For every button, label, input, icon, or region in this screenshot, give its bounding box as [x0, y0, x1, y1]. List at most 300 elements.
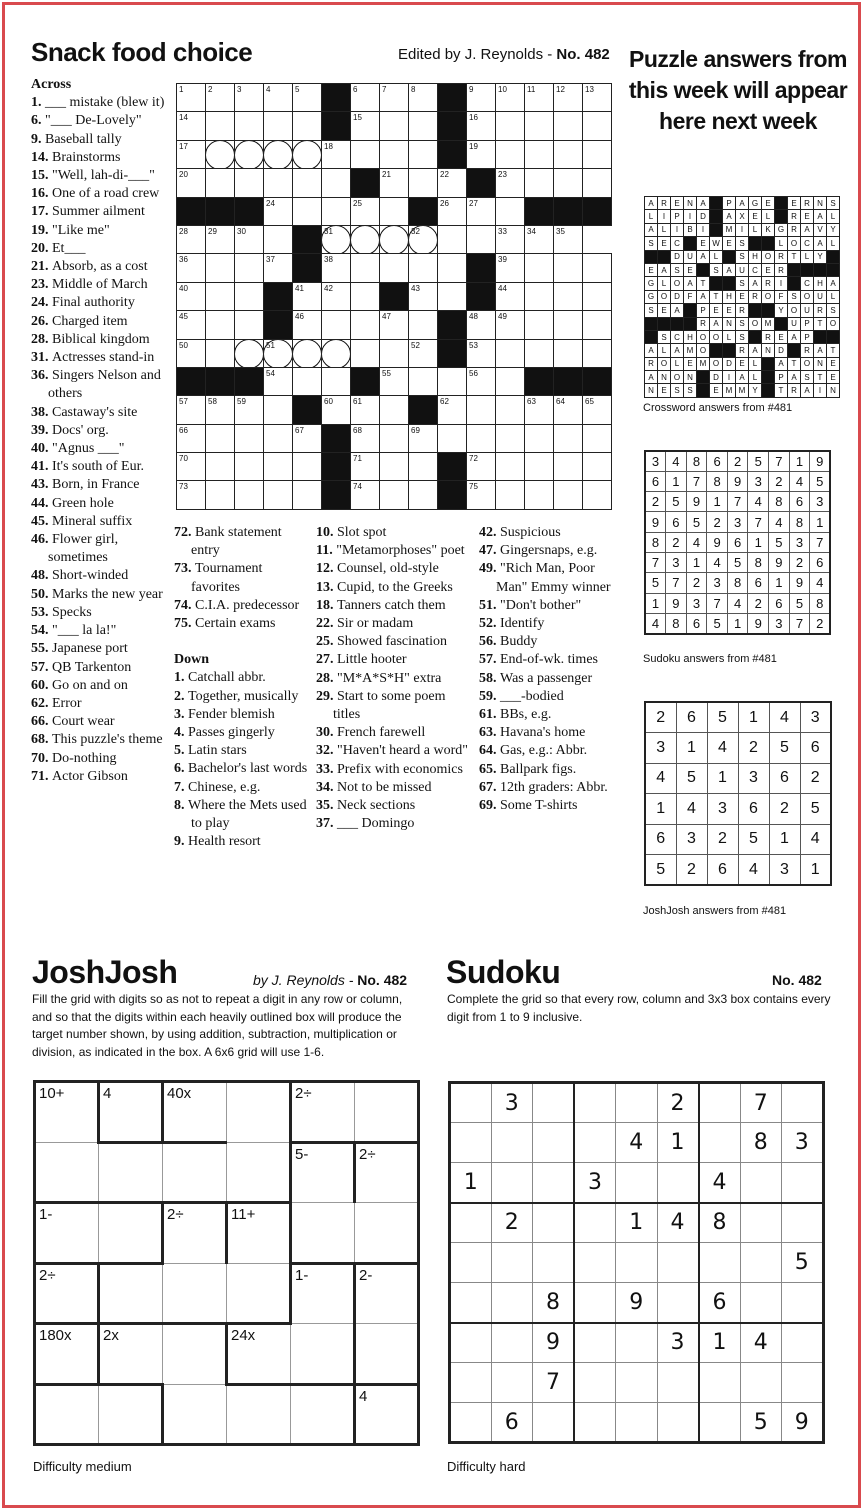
crossword-cell[interactable] — [380, 197, 409, 225]
sudoku-cell[interactable] — [657, 1363, 699, 1403]
crossword-cell[interactable] — [380, 254, 409, 282]
crossword-cell[interactable] — [467, 367, 496, 395]
crossword-cell[interactable] — [264, 254, 293, 282]
sudoku-cell[interactable] — [657, 1243, 699, 1283]
joshjosh-cell[interactable] — [227, 1263, 291, 1324]
crossword-cell[interactable] — [206, 396, 235, 424]
crossword-cell[interactable] — [264, 225, 293, 253]
sudoku-cell[interactable] — [740, 1243, 782, 1283]
crossword-cell[interactable] — [438, 367, 467, 395]
joshjosh-cell[interactable] — [163, 1384, 227, 1445]
joshjosh-cell[interactable] — [355, 1082, 419, 1143]
sudoku-cell[interactable]: 9 — [782, 1403, 824, 1443]
sudoku-cell[interactable]: 2 — [657, 1083, 699, 1123]
sudoku-cell[interactable] — [533, 1403, 575, 1443]
crossword-cell[interactable] — [293, 311, 322, 339]
joshjosh-cell[interactable] — [99, 1263, 163, 1324]
crossword-cell[interactable] — [206, 140, 235, 168]
crossword-cell[interactable] — [409, 140, 438, 168]
crossword-cell[interactable] — [322, 282, 351, 310]
crossword-cell[interactable] — [351, 254, 380, 282]
crossword-cell[interactable] — [467, 112, 496, 140]
joshjosh-cell[interactable] — [227, 1324, 291, 1385]
crossword-cell[interactable] — [322, 396, 351, 424]
sudoku-cell[interactable]: 3 — [491, 1083, 533, 1123]
crossword-cell[interactable] — [206, 311, 235, 339]
crossword-cell[interactable] — [496, 112, 525, 140]
sudoku-cell[interactable] — [450, 1283, 492, 1323]
crossword-cell[interactable] — [438, 225, 467, 253]
sudoku-cell[interactable] — [699, 1403, 741, 1443]
sudoku-cell[interactable]: 4 — [657, 1203, 699, 1243]
crossword-cell[interactable] — [322, 367, 351, 395]
crossword-cell[interactable] — [206, 84, 235, 112]
joshjosh-cell[interactable] — [163, 1203, 227, 1264]
crossword-cell[interactable] — [467, 84, 496, 112]
crossword-cell[interactable] — [235, 140, 264, 168]
crossword-cell[interactable] — [206, 424, 235, 452]
sudoku-cell[interactable]: 5 — [782, 1243, 824, 1283]
crossword-cell[interactable] — [583, 282, 612, 310]
sudoku-cell[interactable] — [450, 1203, 492, 1243]
joshjosh-cell[interactable] — [163, 1324, 227, 1385]
joshjosh-cell[interactable] — [35, 1142, 99, 1203]
crossword-cell[interactable] — [525, 84, 554, 112]
crossword-cell[interactable] — [177, 453, 206, 481]
sudoku-cell[interactable] — [616, 1403, 658, 1443]
crossword-cell[interactable] — [177, 140, 206, 168]
sudoku-cell[interactable]: 1 — [699, 1323, 741, 1363]
crossword-cell[interactable] — [496, 339, 525, 367]
sudoku-cell[interactable] — [450, 1323, 492, 1363]
sudoku-cell[interactable] — [699, 1363, 741, 1403]
crossword-cell[interactable] — [554, 424, 583, 452]
crossword-cell[interactable] — [409, 424, 438, 452]
crossword-cell[interactable] — [206, 339, 235, 367]
crossword-cell[interactable] — [496, 197, 525, 225]
crossword-cell[interactable] — [264, 112, 293, 140]
crossword-cell[interactable] — [496, 396, 525, 424]
sudoku-cell[interactable] — [616, 1163, 658, 1203]
crossword-cell[interactable] — [293, 424, 322, 452]
crossword-cell[interactable] — [554, 282, 583, 310]
crossword-cell[interactable] — [554, 396, 583, 424]
sudoku-cell[interactable] — [699, 1123, 741, 1163]
crossword-cell[interactable] — [409, 225, 438, 253]
sudoku-cell[interactable] — [616, 1323, 658, 1363]
sudoku-cell[interactable] — [782, 1083, 824, 1123]
crossword-cell[interactable] — [235, 169, 264, 197]
crossword-cell[interactable] — [467, 424, 496, 452]
sudoku-cell[interactable] — [450, 1363, 492, 1403]
sudoku-cell[interactable] — [782, 1363, 824, 1403]
sudoku-cell[interactable] — [491, 1243, 533, 1283]
sudoku-cell[interactable] — [782, 1203, 824, 1243]
crossword-cell[interactable] — [525, 282, 554, 310]
crossword-cell[interactable] — [293, 453, 322, 481]
crossword-cell[interactable] — [467, 396, 496, 424]
crossword-cell[interactable] — [351, 225, 380, 253]
sudoku-cell[interactable] — [450, 1123, 492, 1163]
sudoku-cell[interactable]: 4 — [699, 1163, 741, 1203]
crossword-cell[interactable] — [409, 282, 438, 310]
sudoku-cell[interactable]: 8 — [740, 1123, 782, 1163]
crossword-cell[interactable] — [206, 481, 235, 509]
crossword-cell[interactable] — [293, 112, 322, 140]
crossword-cell[interactable] — [525, 112, 554, 140]
joshjosh-cell[interactable] — [99, 1142, 163, 1203]
crossword-cell[interactable] — [177, 282, 206, 310]
joshjosh-cell[interactable] — [35, 1324, 99, 1385]
crossword-cell[interactable] — [264, 197, 293, 225]
crossword-cell[interactable] — [293, 367, 322, 395]
sudoku-cell[interactable] — [740, 1283, 782, 1323]
joshjosh-cell[interactable] — [163, 1142, 227, 1203]
crossword-cell[interactable] — [293, 169, 322, 197]
crossword-cell[interactable] — [264, 169, 293, 197]
crossword-cell[interactable] — [351, 112, 380, 140]
sudoku-cell[interactable] — [491, 1323, 533, 1363]
crossword-cell[interactable] — [438, 424, 467, 452]
crossword-cell[interactable] — [235, 453, 264, 481]
crossword-cell[interactable] — [525, 481, 554, 509]
crossword-cell[interactable] — [322, 197, 351, 225]
sudoku-cell[interactable] — [574, 1203, 616, 1243]
crossword-cell[interactable] — [351, 481, 380, 509]
sudoku-cell[interactable] — [657, 1403, 699, 1443]
sudoku-cell[interactable] — [699, 1243, 741, 1283]
crossword-cell[interactable] — [496, 424, 525, 452]
crossword-cell[interactable] — [409, 367, 438, 395]
sudoku-cell[interactable]: 8 — [699, 1203, 741, 1243]
crossword-cell[interactable] — [351, 453, 380, 481]
sudoku-cell[interactable] — [491, 1363, 533, 1403]
sudoku-cell[interactable]: 4 — [616, 1123, 658, 1163]
crossword-cell[interactable] — [496, 225, 525, 253]
joshjosh-cell[interactable] — [35, 1082, 99, 1143]
sudoku-cell[interactable] — [782, 1283, 824, 1323]
crossword-cell[interactable] — [264, 396, 293, 424]
joshjosh-cell[interactable] — [291, 1324, 355, 1385]
crossword-cell[interactable] — [525, 225, 554, 253]
sudoku-cell[interactable] — [491, 1123, 533, 1163]
crossword-cell[interactable] — [409, 112, 438, 140]
crossword-cell[interactable] — [351, 424, 380, 452]
crossword-cell[interactable] — [351, 396, 380, 424]
sudoku-cell[interactable] — [782, 1163, 824, 1203]
joshjosh-cell[interactable] — [35, 1263, 99, 1324]
crossword-cell[interactable] — [235, 254, 264, 282]
crossword-cell[interactable] — [235, 339, 264, 367]
crossword-cell[interactable] — [235, 311, 264, 339]
crossword-cell[interactable] — [496, 311, 525, 339]
crossword-cell[interactable] — [380, 112, 409, 140]
crossword-cell[interactable] — [409, 481, 438, 509]
sudoku-cell[interactable] — [740, 1163, 782, 1203]
crossword-cell[interactable] — [496, 84, 525, 112]
crossword-cell[interactable] — [467, 197, 496, 225]
crossword-cell[interactable] — [177, 424, 206, 452]
joshjosh-cell[interactable] — [163, 1082, 227, 1143]
crossword-cell[interactable] — [438, 169, 467, 197]
crossword-cell[interactable] — [438, 254, 467, 282]
crossword-cell[interactable] — [206, 453, 235, 481]
crossword-cell[interactable] — [293, 339, 322, 367]
crossword-cell[interactable] — [293, 140, 322, 168]
sudoku-cell[interactable] — [533, 1083, 575, 1123]
crossword-cell[interactable] — [177, 84, 206, 112]
crossword-cell[interactable] — [525, 140, 554, 168]
crossword-cell[interactable] — [467, 453, 496, 481]
crossword-cell[interactable] — [583, 339, 612, 367]
sudoku-cell[interactable] — [574, 1123, 616, 1163]
crossword-cell[interactable] — [583, 453, 612, 481]
crossword-cell[interactable] — [467, 339, 496, 367]
crossword-cell[interactable] — [496, 481, 525, 509]
crossword-cell[interactable] — [235, 396, 264, 424]
crossword-cell[interactable] — [554, 339, 583, 367]
crossword-cell[interactable] — [583, 424, 612, 452]
sudoku-cell[interactable]: 3 — [782, 1123, 824, 1163]
crossword-cell[interactable] — [409, 254, 438, 282]
sudoku-cell[interactable] — [657, 1163, 699, 1203]
crossword-cell[interactable] — [554, 225, 583, 253]
sudoku-cell[interactable] — [616, 1243, 658, 1283]
crossword-cell[interactable] — [322, 140, 351, 168]
crossword-cell[interactable] — [554, 453, 583, 481]
crossword-cell[interactable] — [583, 481, 612, 509]
crossword-cell[interactable] — [322, 254, 351, 282]
sudoku-cell[interactable]: 9 — [616, 1283, 658, 1323]
crossword-cell[interactable] — [380, 424, 409, 452]
crossword-cell[interactable] — [409, 453, 438, 481]
crossword-cell[interactable] — [177, 112, 206, 140]
crossword-cell[interactable] — [525, 169, 554, 197]
sudoku-cell[interactable] — [657, 1283, 699, 1323]
crossword-cell[interactable] — [583, 169, 612, 197]
crossword-cell[interactable] — [409, 339, 438, 367]
crossword-cell[interactable] — [177, 311, 206, 339]
sudoku-cell[interactable]: 6 — [699, 1283, 741, 1323]
sudoku-cell[interactable] — [533, 1123, 575, 1163]
crossword-cell[interactable] — [554, 84, 583, 112]
sudoku-cell[interactable]: 2 — [491, 1203, 533, 1243]
crossword-cell[interactable] — [583, 396, 612, 424]
joshjosh-cell[interactable] — [355, 1263, 419, 1324]
crossword-cell[interactable] — [583, 311, 612, 339]
joshjosh-cell[interactable] — [227, 1142, 291, 1203]
crossword-cell[interactable] — [525, 339, 554, 367]
joshjosh-cell[interactable] — [35, 1203, 99, 1264]
crossword-cell[interactable] — [351, 197, 380, 225]
crossword-cell[interactable] — [264, 367, 293, 395]
sudoku-cell[interactable]: 7 — [740, 1083, 782, 1123]
crossword-cell[interactable] — [235, 424, 264, 452]
crossword-cell[interactable] — [554, 112, 583, 140]
sudoku-cell[interactable]: 1 — [657, 1123, 699, 1163]
crossword-cell[interactable] — [177, 254, 206, 282]
crossword-cell[interactable] — [293, 481, 322, 509]
crossword-cell[interactable] — [380, 453, 409, 481]
sudoku-cell[interactable]: 3 — [657, 1323, 699, 1363]
joshjosh-cell[interactable] — [227, 1384, 291, 1445]
joshjosh-cell[interactable] — [355, 1324, 419, 1385]
sudoku-cell[interactable] — [450, 1083, 492, 1123]
crossword-cell[interactable] — [351, 339, 380, 367]
crossword-cell[interactable] — [496, 453, 525, 481]
sudoku-cell[interactable]: 6 — [491, 1403, 533, 1443]
crossword-cell[interactable] — [554, 481, 583, 509]
crossword-cell[interactable] — [554, 254, 583, 282]
crossword-cell[interactable] — [380, 311, 409, 339]
sudoku-cell[interactable] — [574, 1283, 616, 1323]
sudoku-cell[interactable]: 7 — [533, 1363, 575, 1403]
joshjosh-cell[interactable] — [99, 1384, 163, 1445]
sudoku-cell[interactable]: 9 — [533, 1323, 575, 1363]
crossword-cell[interactable] — [235, 282, 264, 310]
crossword-cell[interactable] — [177, 225, 206, 253]
sudoku-cell[interactable] — [533, 1163, 575, 1203]
crossword-cell[interactable] — [177, 481, 206, 509]
crossword-cell[interactable] — [235, 84, 264, 112]
crossword-cell[interactable] — [177, 396, 206, 424]
crossword-cell[interactable] — [525, 254, 554, 282]
crossword-cell[interactable] — [467, 311, 496, 339]
sudoku-cell[interactable] — [740, 1363, 782, 1403]
joshjosh-cell[interactable] — [227, 1082, 291, 1143]
crossword-cell[interactable] — [583, 84, 612, 112]
crossword-cell[interactable] — [206, 282, 235, 310]
crossword-cell[interactable] — [206, 169, 235, 197]
crossword-cell[interactable] — [467, 225, 496, 253]
crossword-cell[interactable] — [583, 140, 612, 168]
joshjosh-cell[interactable] — [99, 1082, 163, 1143]
sudoku-cell[interactable] — [616, 1363, 658, 1403]
crossword-cell[interactable] — [467, 481, 496, 509]
crossword-cell[interactable] — [409, 169, 438, 197]
sudoku-cell[interactable] — [450, 1243, 492, 1283]
crossword-cell[interactable] — [177, 169, 206, 197]
crossword-cell[interactable] — [322, 339, 351, 367]
crossword-cell[interactable] — [351, 282, 380, 310]
crossword-cell[interactable] — [525, 311, 554, 339]
sudoku-cell[interactable] — [574, 1363, 616, 1403]
sudoku-cell[interactable]: 4 — [740, 1323, 782, 1363]
crossword-cell[interactable] — [583, 254, 612, 282]
joshjosh-cell[interactable] — [355, 1142, 419, 1203]
joshjosh-cell[interactable] — [99, 1203, 163, 1264]
crossword-cell[interactable] — [264, 140, 293, 168]
sudoku-cell[interactable] — [533, 1203, 575, 1243]
sudoku-cell[interactable] — [574, 1243, 616, 1283]
joshjosh-cell[interactable] — [35, 1384, 99, 1445]
crossword-cell[interactable] — [264, 481, 293, 509]
crossword-cell[interactable] — [293, 84, 322, 112]
crossword-cell[interactable] — [380, 367, 409, 395]
crossword-cell[interactable] — [235, 112, 264, 140]
crossword-cell[interactable] — [438, 197, 467, 225]
crossword-cell[interactable] — [554, 169, 583, 197]
crossword-cell[interactable] — [496, 254, 525, 282]
crossword-cell[interactable] — [322, 225, 351, 253]
crossword-cell[interactable] — [206, 225, 235, 253]
sudoku-cell[interactable] — [491, 1163, 533, 1203]
joshjosh-cell[interactable] — [355, 1384, 419, 1445]
crossword-cell[interactable] — [235, 225, 264, 253]
crossword-cell[interactable] — [525, 453, 554, 481]
sudoku-cell[interactable] — [574, 1083, 616, 1123]
crossword-cell[interactable] — [380, 396, 409, 424]
crossword-cell[interactable] — [380, 225, 409, 253]
joshjosh-cell[interactable] — [163, 1263, 227, 1324]
crossword-cell[interactable] — [525, 396, 554, 424]
sudoku-cell[interactable] — [574, 1323, 616, 1363]
crossword-cell[interactable] — [177, 339, 206, 367]
joshjosh-cell[interactable] — [291, 1142, 355, 1203]
crossword-cell[interactable] — [293, 282, 322, 310]
crossword-cell[interactable] — [206, 112, 235, 140]
crossword-cell[interactable] — [525, 424, 554, 452]
crossword-cell[interactable] — [206, 254, 235, 282]
crossword-cell[interactable] — [438, 396, 467, 424]
crossword-cell[interactable] — [554, 140, 583, 168]
crossword-cell[interactable] — [322, 169, 351, 197]
crossword-cell[interactable] — [496, 282, 525, 310]
crossword-cell[interactable] — [351, 84, 380, 112]
crossword-cell[interactable] — [293, 197, 322, 225]
crossword-cell[interactable] — [351, 140, 380, 168]
joshjosh-cell[interactable] — [291, 1263, 355, 1324]
crossword-cell[interactable] — [264, 84, 293, 112]
crossword-cell[interactable] — [496, 367, 525, 395]
crossword-cell[interactable] — [322, 311, 351, 339]
joshjosh-cell[interactable] — [227, 1203, 291, 1264]
crossword-cell[interactable] — [496, 140, 525, 168]
crossword-cell[interactable] — [467, 140, 496, 168]
sudoku-cell[interactable] — [533, 1243, 575, 1283]
crossword-cell[interactable] — [438, 282, 467, 310]
sudoku-cell[interactable]: 1 — [616, 1203, 658, 1243]
crossword-cell[interactable] — [554, 311, 583, 339]
sudoku-cell[interactable] — [450, 1403, 492, 1443]
sudoku-cell[interactable]: 8 — [533, 1283, 575, 1323]
sudoku-cell[interactable] — [574, 1403, 616, 1443]
sudoku-cell[interactable] — [491, 1283, 533, 1323]
crossword-cell[interactable] — [235, 481, 264, 509]
sudoku-cell[interactable]: 3 — [574, 1163, 616, 1203]
joshjosh-cell[interactable] — [99, 1324, 163, 1385]
sudoku-cell[interactable] — [616, 1083, 658, 1123]
joshjosh-cell[interactable] — [355, 1203, 419, 1264]
crossword-cell[interactable] — [264, 453, 293, 481]
crossword-cell[interactable] — [380, 84, 409, 112]
crossword-cell[interactable] — [380, 140, 409, 168]
sudoku-cell[interactable] — [740, 1203, 782, 1243]
sudoku-cell[interactable]: 5 — [740, 1403, 782, 1443]
crossword-cell[interactable] — [264, 339, 293, 367]
crossword-cell[interactable] — [380, 169, 409, 197]
crossword-cell[interactable] — [583, 112, 612, 140]
crossword-cell[interactable] — [496, 169, 525, 197]
sudoku-cell[interactable]: 1 — [450, 1163, 492, 1203]
joshjosh-cell[interactable] — [291, 1082, 355, 1143]
crossword-cell[interactable] — [264, 424, 293, 452]
crossword-cell[interactable] — [380, 481, 409, 509]
joshjosh-cell[interactable] — [291, 1203, 355, 1264]
crossword-cell[interactable] — [351, 311, 380, 339]
crossword-cell[interactable] — [409, 84, 438, 112]
joshjosh-cell[interactable] — [291, 1384, 355, 1445]
